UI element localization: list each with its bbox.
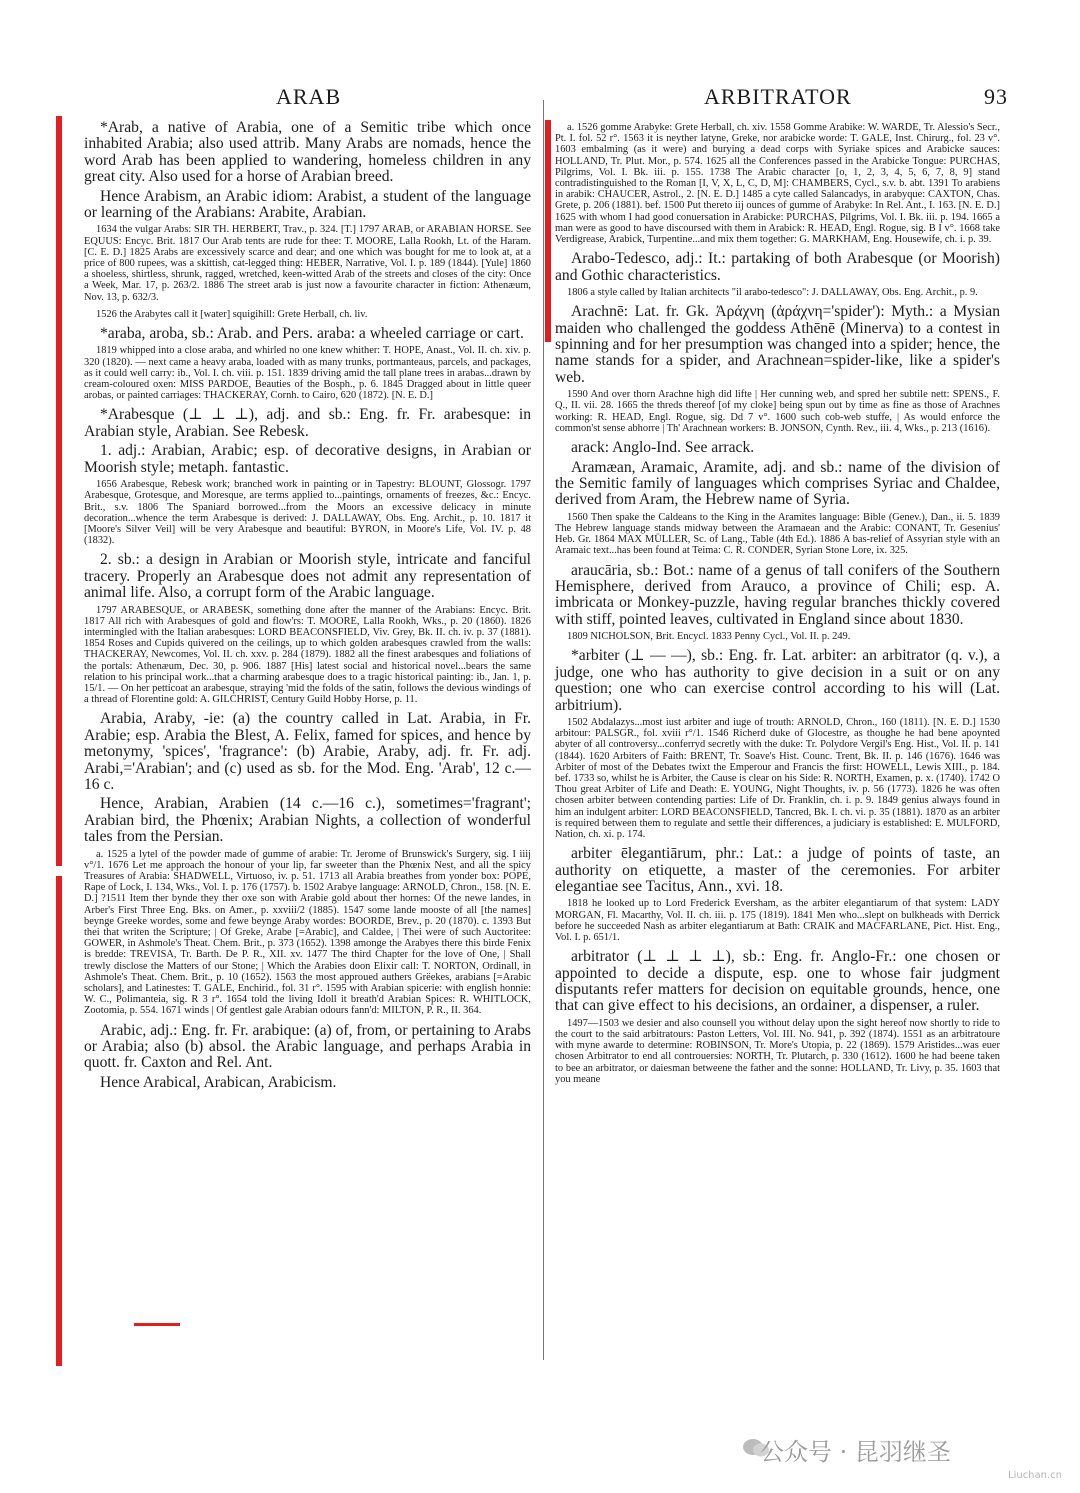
running-head-left: ARAB — [276, 84, 342, 109]
running-head-right: ARBITRATOR — [704, 84, 852, 109]
right-column — [555, 120, 1000, 1091]
entry-quotation: 1819 whipped into a close araba, and whirled no one knew whither: T. HOPE, Anast., Vol. II. ch. xiv. p. 320 (1820). — next came a heavy araba, loaded with as many trunks, portmanteaus, parcels, and packages, as it could well carry: ib., Vol. I. ch. viii. p. 151. 1839 driving amid the tall plane trees in arabas...drawn by cream-coloured oxen: MISS PARDOE, Beauties of the Bosph., p. 6. 1845 Dragged about in little queer arobas, or painted carriages: THACKERAY, Cornh. to Cairo, 620 (1872). [N. E. D.] — [84, 345, 531, 402]
entry-definition: arack: Anglo-Ind. See arrack. — [571, 439, 755, 457]
entry-definition: *arbiter (⊥ — —), sb.: Eng. fr. Lat. arbiter: an arbitrator (q. v.), a judge, one who has authority to give decision in a suit or on any question; one who can exercise control according to his will (Lat. arbitrium). — [555, 647, 1000, 714]
entry-quotation: 1818 he looked up to Lord Frederick Eversham, as the arbiter elegantiarum of that system: LADY MORGAN, Fl. Macarthy, Vol. II. ch. iii. p. 175 (1819). 1841 Men who...slept on bulkheads with Derrick before he succeeded Nash as arbiter elegantiarum at Bath: CRAIK and MACFARLANE, Pict. Hist. Eng., Vol. I. p. 651/1. — [555, 898, 1000, 944]
watermark-text: 公众号 · 昆羽继圣 — [760, 1438, 951, 1466]
entry-definition: *Arab, a native of Arabia, one of a Semitic tribe which once inhabited Arabia; also used attrib. Many Arabs are nomads, hence the word Arab has been applied to wandering, homeless children in any great city. Also used for a horse of Arabian breed. — [84, 119, 531, 186]
entry-quotation: 1656 Arabesque, Rebesk work; branched work in painting or in Tapestry: BLOUNT, Glossogr. 1797 Arabesque, Grotesque, and Moresque, are terms applied to...paintings, ornaments of freezes, &c.: Encyc. Brit., s.v. 1806 The Spaniard borrowed...from the Moors an excessive delicacy in minute decoration...whence the term Arabesque is derived: J. DALLAWAY, Obs. Eng. Archit., p. 10. 1817 it [Moore's Silver Veil] will be very Arabesque and beautiful: BYRON, in Moore's Life, Vol. IV. p. 48 (1832). — [84, 479, 531, 547]
entry-quotation: a. 1526 gomme Arabyke: Grete Herball, ch. xiv. 1558 Gomme Arabike: W. WARDE, Tr. Alessio's Secr., Pt. I. fol. 52 r°. 1563 it is neyther latyne, Greke, nor arabicke worde: T. GALE, Inst. Chirurg., fol. 23 v°. 1603 embalming (as it were) and burying a dead corps with Syriake spices and Arabicke sauces: HOLLAND, Tr. Plut. Mor., p. 574. 1625 all the Conferences passed in the Arabicke Tongue: PURCHAS, Pilgrims, Vol. I. Bk. iii. p. 155. 1738 The Arabic character [o, 1, 2, 3, 4, 5, 6, 7, 8, 9] stand contradistinguished to the Roman [I, V, X, L, C, D, M]: CHAMBERS, Cycl., s.v. b. abt. 1391 To arabiens in arabik: CHAUCER, Astrol., 2. [N. E. D.] 1485 a cyte called Salancadys, in arabyque: CAXTON, Chas. Grete, p. 206 (1881). bef. 1500 Put thereto iij ounces of gumme of Arabyke: In Rel. Ant., I. 163. [N. E. D.] 1625 with whom I had good conuersation in Arabicke: PURCHAS, Pilgrims, Vol. I. Bk. iii. p. 194. 1665 a man were as good to have discoursed with them in Arabick: R. HEAD, Engl. Rogue, sig. B I v°. 1668 take Verdigrease, Arabick, Turpentine...and mix them together: G. MARKHAM, Eng. Housewife, ch. i. p. 39. — [555, 122, 1000, 246]
highlight-bar-left-bottom — [56, 876, 62, 1366]
page-number: 93 — [984, 84, 1008, 109]
entry-quotation: 1797 ARABESQUE, or ARABESK, something done after the manner of the Arabians: Encyc. Brit. 1817 All rich with Arabesques of gold and flow'rs: T. MOORE, Lalla Rookh, Wks., p. 20 (1860). 1826 intermingled with the Italian arabesques: LORD BEACONSFIELD, Viv. Grey, Bk. II. ch. iv. p. 37 (1881). 1854 Roses and Cupids quivered on the ceilings, up to which golden arabesques crawled from the walls: THACKERAY, Newcomes, Vol. II. ch. xxv. p. 284 (1879). 1882 all the finest arabesques and foliations of the portals: Athenæum, Dec. 30, p. 906. 1887 [His] latest social and historical novel...bears the same relation to his principal work...that a charming arabesque does to a tragic historical painting: ib., Jan. 1, p. 15/1. — On her petticoat an arabesque, straying 'mid the folds of the satin, follows the devious windings of a thread of Florentine gold: A. GILCHRIST, Century Guild Hobby Horse, p. 11. — [84, 604, 531, 706]
entry-definition: *Arabesque (⊥ ⊥ ⊥), adj. and sb.: Eng. fr. Fr. arabesque: in Arabian style, Arabian. See Rebesk. — [84, 406, 531, 440]
entry-definition: arbitrator (⊥ ⊥ ⊥ ⊥), sb.: Eng. fr. Anglo-Fr.: one chosen or appointed to decide a dispute, esp. one to whose fair judgment disputants refer matters for decision on equitable grounds, hence, one that can give effect to his decisions, an ordainer, a dispenser, a ruler. — [555, 948, 1000, 1015]
entry-quotation: 1526 the Arabytes call it [water] squigihill: Grete Herball, ch. liv. — [96, 308, 368, 320]
entry-quotation: 1560 Then spake the Caldeans to the King in the Aramites language: Bible (Genev.), Dan., ii. 5. 1839 The Hebrew language stands midway between the Aramaean and the Arabic: CONANT, Tr. Gesenius' Heb. Gr. 1864 MAX MÜLLER, Sc. of Lang., Table (4th Ed.). 1886 A bas-relief of Assyrian style with an Aramaic text...has been found at Teima: C. R. CONDER, Syrian Stone Lore, ix. 325. — [555, 511, 1000, 557]
entry-quotation: 1634 the vulgar Arabs: SIR TH. HERBERT, Trav., p. 324. [T.] 1797 ARAB, or ARABIAN HORSE. See EQUUS: Encyc. Brit. 1817 Our Arab tents are rude for thee: T. MOORE, Lalla Rookh, Lt. of the Haram. [C. E. D.] 1825 Arabs are excessively scarce and dear; and one which was bought for me to look at, at a price of 800 rupees, was a skittish, cat-legged thing: HEBER, Narrative, Vol. I. p. 189 (1844). [Yule] 1860 a shoeless, shirtless, shrunk, ragged, wretched, keen-witted Arab of the streets and closes of the city: Once a Week, Mar. 17, p. 263/2. 1886 The street arab is just now a favourite character in fiction: Athenæum, Nov. 13, p. 632/3. — [84, 224, 531, 303]
underline-mark — [134, 1323, 180, 1326]
entry-definition: Arabic, adj.: Eng. fr. Fr. arabique: (a) of, from, or pertaining to Arabs or Arabia; also (b) absol. the Arabic language, and perhaps Arabia in quott. fr. Caxton and Rel. Ant. — [84, 1021, 531, 1072]
watermark-subtext: Liuchan.cn — [1008, 1470, 1063, 1481]
entry-definition: Hence, Arabian, Arabien (14 c.—16 c.), sometimes='fragrant'; Arabian bird, the Phœnix; Arabian Nights, a collection of wonderful tales from the Persian. — [84, 795, 531, 846]
entry-quotation: 1497—1503 we desier and also counsell you without delay upon the sight hereof now shortly to ride to the court to the said arbitratours: Paston Letters, Vol. III. No. 941, p. 392 (1874). 1551 as an arbitratoure with myne awarde to determine: ROBINSON, Tr. More's Utopia, p. 22 (1869). 1579 Aristides...was euer chosen Arbitrator to end all controuersies: NORTH, Tr. Plutarch, p. 330 (1612). 1600 he had beene taken to bee an arbitrator, or daiesman betweene the father and the sonne: HOLLAND, Tr. Livy, p. 35. 1603 that you meane — [555, 1017, 1000, 1085]
entry-quotation: 1806 a style called by Italian architects "il arabo-tedesco": J. DALLAWAY, Obs. Eng. Archit., p. 9. — [567, 287, 978, 299]
entry-definition: Arabia, Araby, -ie: (a) the country called in Lat. Arabia, in Fr. Arabie; esp. Arabia the Blest, A. Felix, famed for spices, and hence by metonymy, 'spices', 'fragrance': (b) Arabie, Araby, adj. fr. Fr. adj. Arabi,='Arabian'; and (c) used as sb. for the Mod. Eng. 'Arab', 12 c.—16 c. — [84, 710, 531, 793]
entry-quotation: 1590 And over thorn Arachne high did lifte | Her cunning web, and spred her subtile nett: SPENS., F. Q., II. vii. 28. 1665 the threds thereof [of my cloke] being spun out by time as fine as those of Arachnes working: R. HEAD, Engl. Rogue, sig. Dd 7 v°. 1600 such cob-web stuffe, | As would enforce the common'st sense abhorre | Th' Arachnean workers: B. JONSON, Cynth. Rev., iii. 4, Wks., p. 213 (1616). — [555, 389, 1000, 434]
entry-definition: 1. adj.: Arabian, Arabic; esp. of decorative designs, in Arabian or Moorish style; metaph. fantastic. — [84, 442, 531, 476]
entry-quotation: 1502 Abdalazys...most iust arbiter and iuge of trouth: ARNOLD, Chron., 160 (1811). [N. E. D.] 1530 arbitour: PALSGR., fol. xviii r°/1. 1546 Richerd duke of Glocestre, as thoughe he had bene apoynted abyter of all controversy...conferryd secretly with the duke: Tr. Polydore Vergil's Eng. Hist., Vol. II. p. 141 (1844). 1620 Arbiters of Faith: BRENT, Tr. Soave's Hist. Counc. Trent, Bk. II. p. 146 (1676). 1646 was Arbiter of most of the Debates twixt the Emperour and Francis the first: HOWELL, Lewis XIII., p. 184. bef. 1733 so, whilst he is Arbiter, the Cause is clear on his Side: R. NORTH, Examen, p. x. (1740). 1742 O Thou great Arbiter of Life and Death: E. YOUNG, Night Thoughts, iv. p. 56 (1773). 1826 he was often chosen arbiter between contending parties: Life of Dr. Franklin, ch. i. p. 9. 1849 genius always found in him an indulgent arbiter: LORD BEACONSFIELD, Tancred, Bk. I. ch. vi. p. 35 (1881). 1870 as an arbiter is required between them to regulate and settle their differences, a judiciary is established: E. MULFORD, Nation, ch. xi. p. 174. — [555, 716, 1000, 841]
entry-definition: Arachnē: Lat. fr. Gk. Ἀράχνη (ἀράχνη='spider'): Myth.: a Mysian maiden who challenged the goddess Athēnē (Minerva) to a contest in spinning and for her presumption was changed into a spider; hence, the name stands for a spider, and Arachnean=spider-like, like a spider's web. — [555, 303, 1000, 386]
entry-definition: Arabo-Tedesco, adj.: It.: partaking of both Arabesque (or Moorish) and Gothic characteristics. — [555, 250, 1000, 284]
entry-definition: Hence Arabism, an Arabic idiom: Arabist, a student of the language or learning of the Arabians: Arabite, Arabian. — [84, 187, 531, 222]
entry-definition: arbiter ēlegantiārum, phr.: Lat.: a judge of points of taste, an authority on etiquette, a master of the ceremonies. For arbiter elegantiae see Tacitus, Ann., xvi. 18. — [555, 845, 1000, 896]
entry-definition: Hence Arabical, Arabican, Arabicism. — [100, 1073, 337, 1091]
left-column — [84, 120, 531, 1094]
column-divider — [543, 100, 544, 1360]
entry-definition: Aramæan, Aramaic, Aramite, adj. and sb.: name of the division of the Semitic family of languages which comprises Syriac and Chaldee, derived from Aram, the Hebrew name of Syria. — [555, 458, 1000, 509]
entry-quotation: a. 1525 a lytel of the powder made of gumme of arabie: Tr. Jerome of Brunswick's Surgery, sig. I iiij v°/1. 1676 Let me approach the honour of your lip, far sweeter than the Phœnix Nest, and all the spicy Treasures of Arabia: SHADWELL, Virtuoso, iv. p. 51. 1713 all Arabia breathes from yonder box: POPE, Rape of Lock, I. 134, Wks., Vol. I. p. 176 (1757). b. 1502 Arabye language: ARNOLD, Chron., 158. [N. E. D.] ?1511 Item ther bynde they ther oxe son with Arabie gold about ther hornes: Of the newe landes, in Arber's First Three Eng. Bks. on Amer., p. xxviii/2 (1885). 1547 some lande mooste of all [the names] beynge Greeke wordes, some and fewe beynge Araby wordes: BOORDE, Brev., p. 20 (1870). c. 1393 But thei that writen the Scripture; | Of Greke, Arabe [=Arabic], and Caldee, | Thei were of such Auctoritee: GOWER, in Ashmole's Theat. Chem. Brit., p. 373 (1652). 1398 amonge the Arabyes there this birde Fenix is bredde: TREVISA, Tr. Barth. De P. R., XII. xv. 1477 The third Chapter for the love of One, | Shall trewly disclose the Matters of our Stone; | Which the Arabies doon Elixir call: T. NORTON, Ordinall, in Ashmole's Theat. Chem. Brit., p. 10 (1652). 1563 the most approued authers Grëekes, arabians [=Arabic scholars], and Latinestes: T. GALE, Enchirid., fol. 31 r°. 1595 with Arabian spicerie: with english honnie: W. C., Polimanteia, sig. R 3 r°. 1654 told the living Idoll it breath'd Arabian Spices: R. WHITLOCK, Zootomia, p. 554. 1671 winds | Of gentlest gale Arabian odours fann'd: MILTON, P. R., II. 364. — [84, 848, 531, 1017]
entry-definition: *araba, aroba, sb.: Arab. and Pers. araba: a wheeled carriage or cart. — [100, 325, 524, 343]
entry-definition: araucāria, sb.: Bot.: name of a genus of tall conifers of the Southern Hemisphere, derived from Arauco, a province of Chili; esp. A. imbricata or Monkey-puzzle, having regular branches thickly covered with stiff, pointed leaves, cultivated in England since about 1830. — [555, 561, 1000, 628]
entry-definition: 2. sb.: a design in Arabian or Moorish style, intricate and fanciful tracery. Properly an Arabesque does not admit any representation of animal life. Also, a corrupt form of the Arabic language. — [84, 551, 531, 602]
highlight-bar-right — [545, 120, 551, 342]
highlight-bar-left-top — [56, 116, 62, 866]
entry-quotation: 1809 NICHOLSON, Brit. Encycl. 1833 Penny Cycl., Vol. II. p. 249. — [567, 631, 851, 643]
